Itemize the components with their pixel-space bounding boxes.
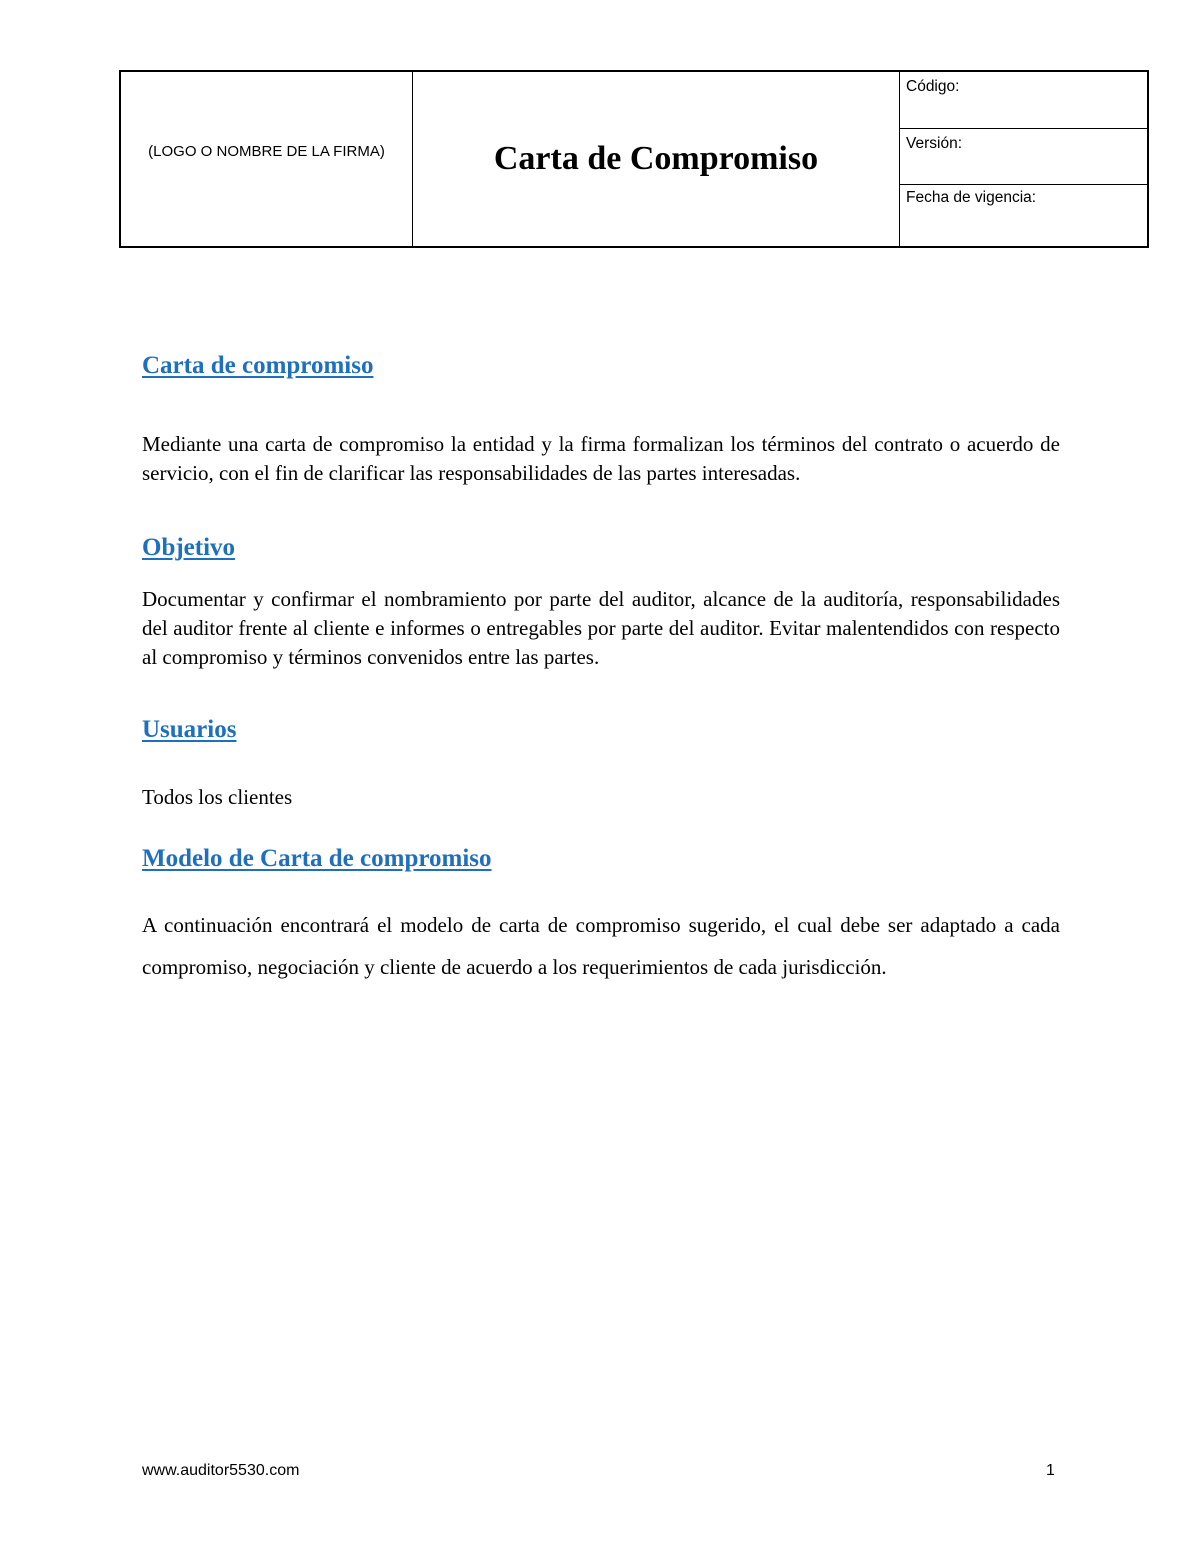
footer-website: www.auditor5530.com	[142, 1462, 300, 1479]
section-heading-usuarios: Usuarios	[142, 716, 237, 743]
section-body-objetivo: Documentar y confirmar el nombramiento por parte del auditor, alcance de la auditoría, responsabilidades del auditor frente al cliente e informes o entregables por parte del auditor. Evitar malentendidos con respecto al compromiso y términos convenidos entre las partes.	[142, 587, 1060, 669]
effective-date-field: Fecha de vigencia:	[906, 189, 1037, 206]
document-header-table	[119, 70, 1149, 248]
version-field: Versión:	[900, 129, 1147, 185]
section-body-modelo: A continuación encontrará el modelo de carta de compromiso sugerido, el cual debe ser adaptado a cada compromiso, negociación y cliente de acuerdo a los requerimientos de cada jurisdicción.	[142, 913, 1060, 979]
code-field: Código:	[900, 72, 1147, 129]
section-heading-objetivo: Objetivo	[142, 534, 236, 561]
page-number: 1	[1046, 1462, 1055, 1479]
document-meta	[900, 72, 1147, 246]
section-body-carta: Mediante una carta de compromiso la entidad y la firma formalizan los términos del contrato o acuerdo de servicio, con el fin de clarificar las responsabilidades de las partes interesadas.	[142, 432, 1060, 485]
section-body-usuarios: Todos los clientes	[142, 785, 293, 809]
section-heading-carta: Carta de compromiso	[142, 352, 374, 379]
logo-placeholder: (LOGO O NOMBRE DE LA FIRMA)	[121, 72, 413, 246]
document-title: Carta de Compromiso	[413, 72, 900, 246]
section-heading-modelo: Modelo de Carta de compromiso	[142, 845, 492, 872]
